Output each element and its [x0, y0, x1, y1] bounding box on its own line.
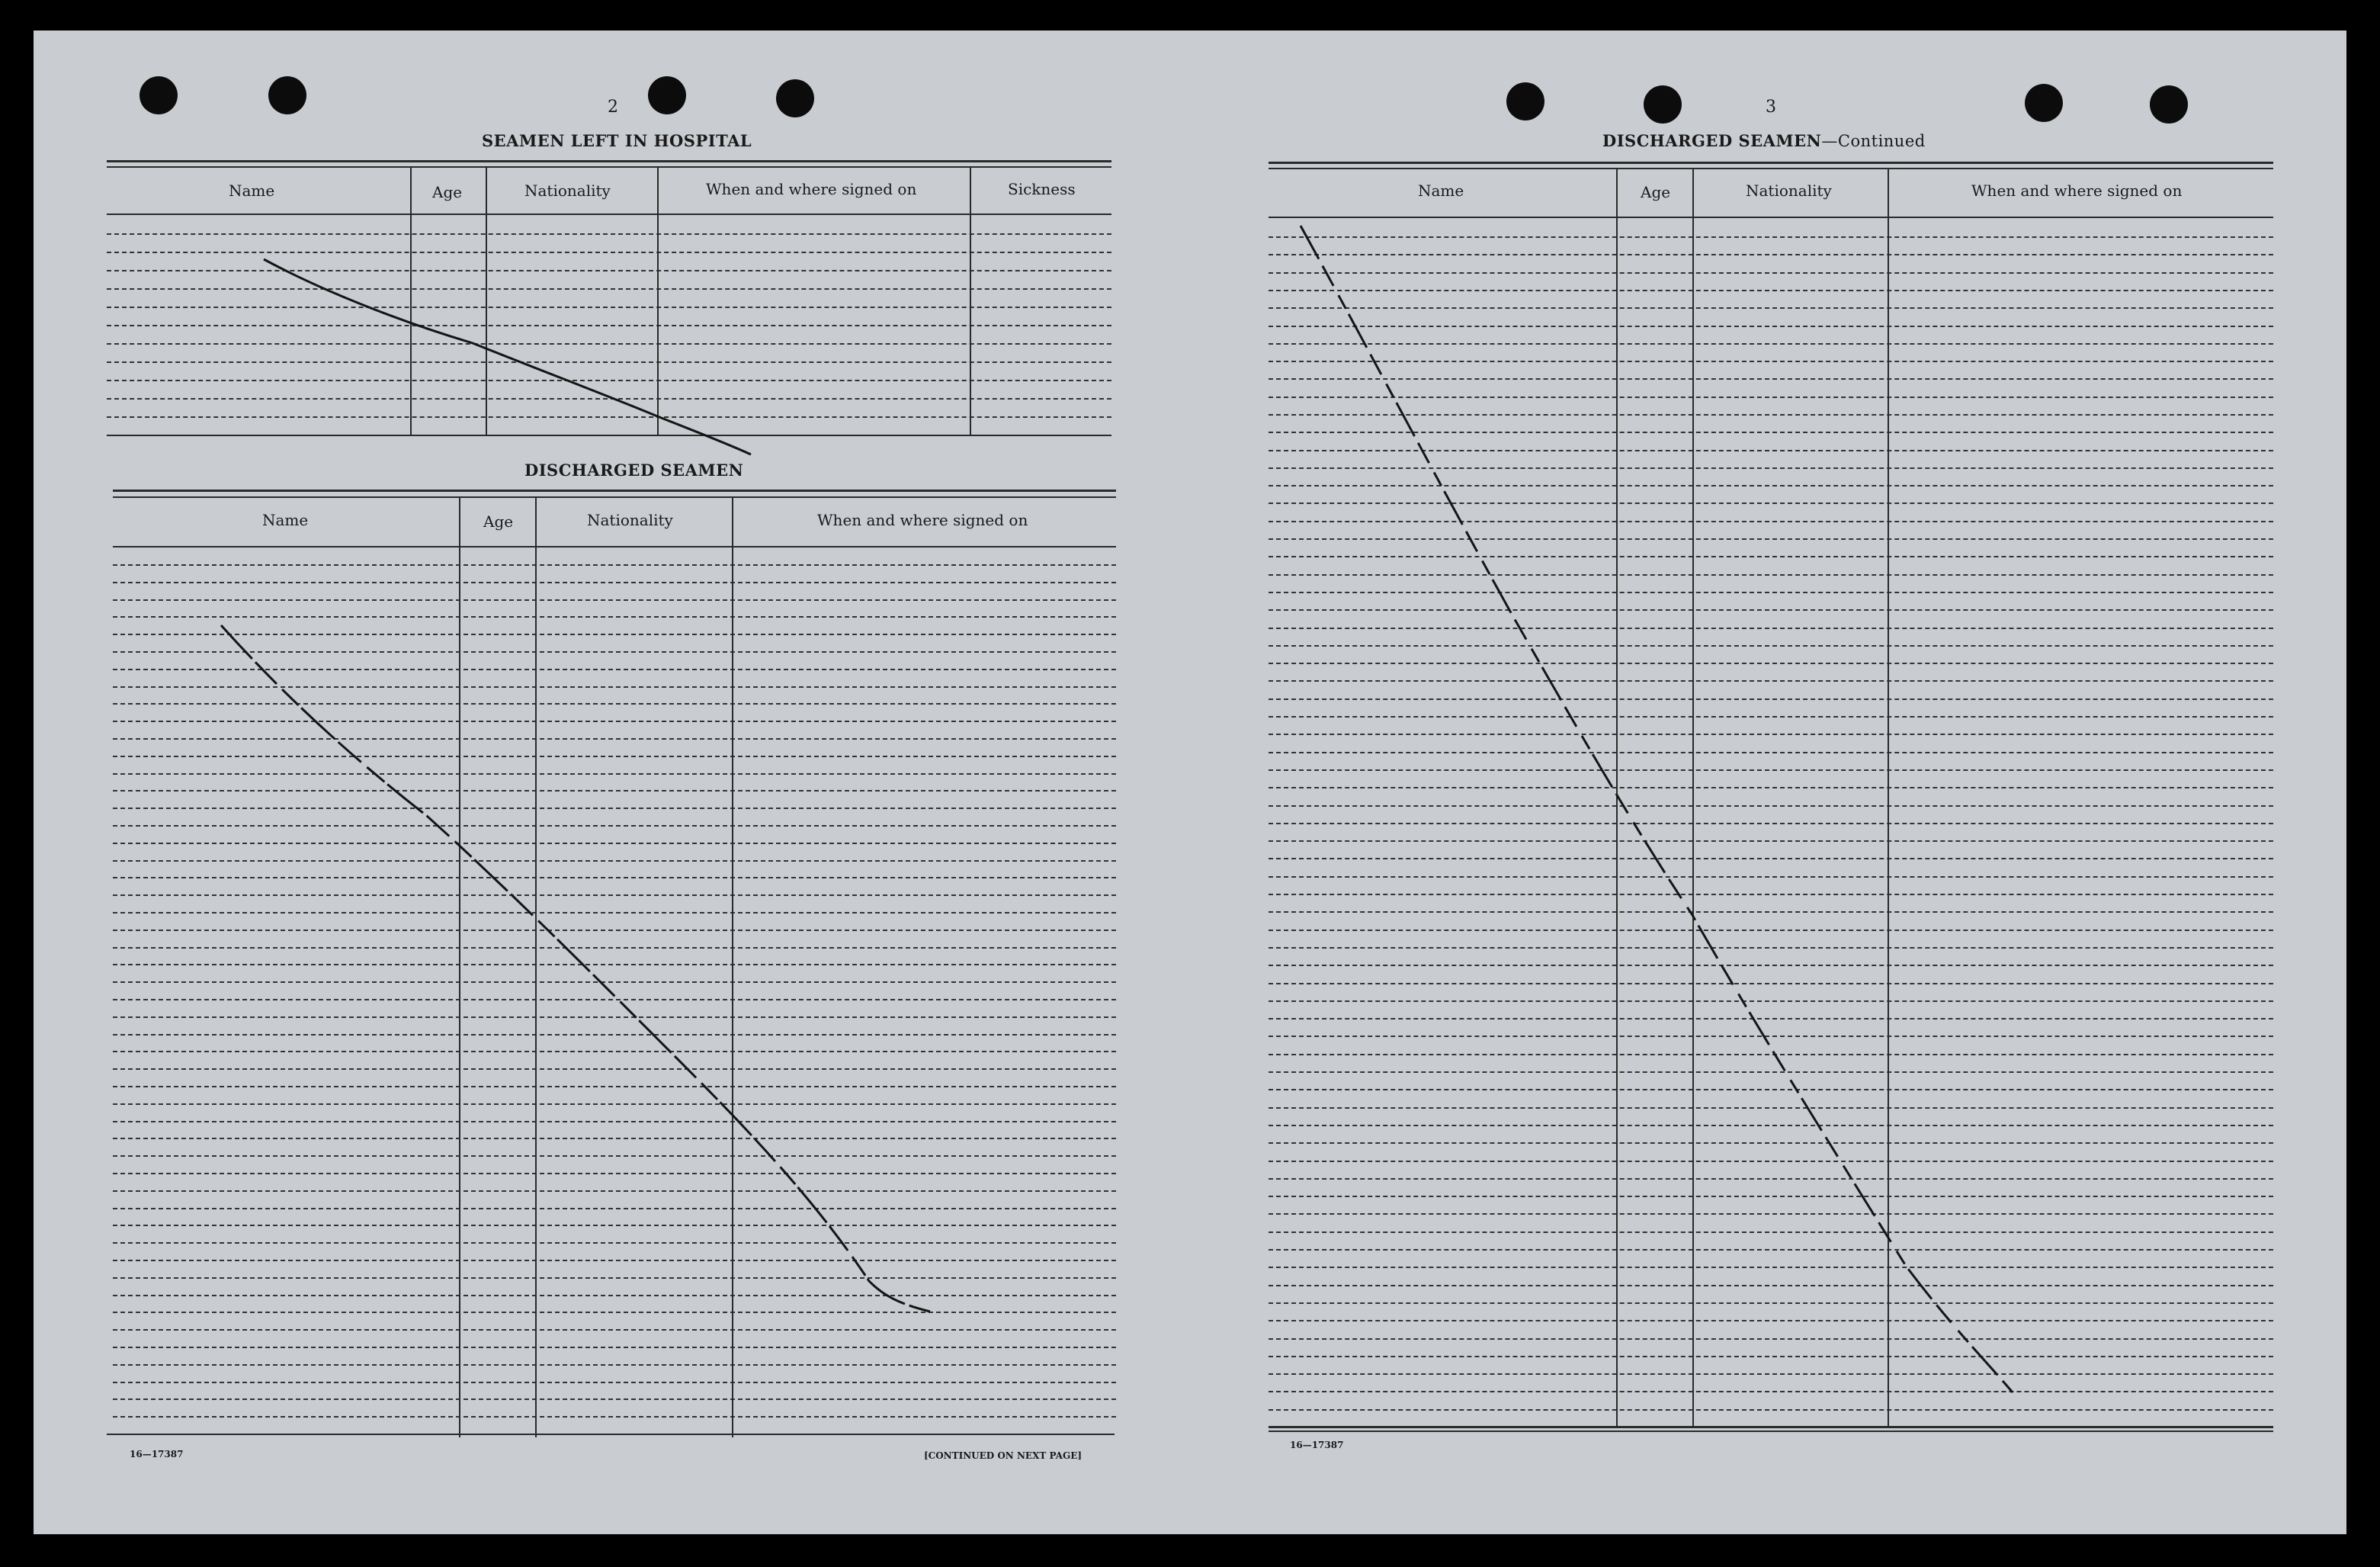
column-header-sickness: Sickness: [1008, 180, 1076, 198]
column-header-age: Age: [1641, 183, 1671, 201]
column-header-signed-on: When and where signed on: [706, 180, 917, 198]
form-number: 16—17387: [130, 1449, 184, 1459]
column-header-name: Name: [1418, 181, 1464, 200]
page-number: 3: [1766, 98, 1776, 117]
column-header-nationality: Nationality: [524, 181, 611, 200]
column-header-age: Age: [432, 183, 463, 201]
column-header-nationality: Nationality: [587, 511, 673, 529]
continued-cancel-stroke: [1301, 226, 2013, 1392]
continued-note: [CONTINUED ON NEXT PAGE]: [924, 1450, 1083, 1461]
column-header-signed-on: When and where signed on: [1971, 181, 2183, 200]
title-suffix: —Continued: [1821, 132, 1926, 150]
column-header-name: Name: [262, 511, 309, 529]
form-number: 16—17387: [1290, 1440, 1344, 1450]
hospital-section-title: SEAMEN LEFT IN HOSPITAL: [482, 131, 752, 150]
discharged-section-title: DISCHARGED SEAMEN: [524, 461, 744, 480]
column-header-name: Name: [229, 181, 275, 200]
discharged-cancel-stroke: [221, 625, 930, 1312]
column-header-age: Age: [483, 512, 514, 531]
title-text: DISCHARGED SEAMEN: [1602, 131, 1822, 150]
column-header-signed-on: When and where signed on: [817, 511, 1028, 529]
hospital-cancel-stroke: [264, 259, 751, 454]
column-header-nationality: Nationality: [1746, 181, 1832, 200]
page-number: 2: [608, 98, 618, 117]
